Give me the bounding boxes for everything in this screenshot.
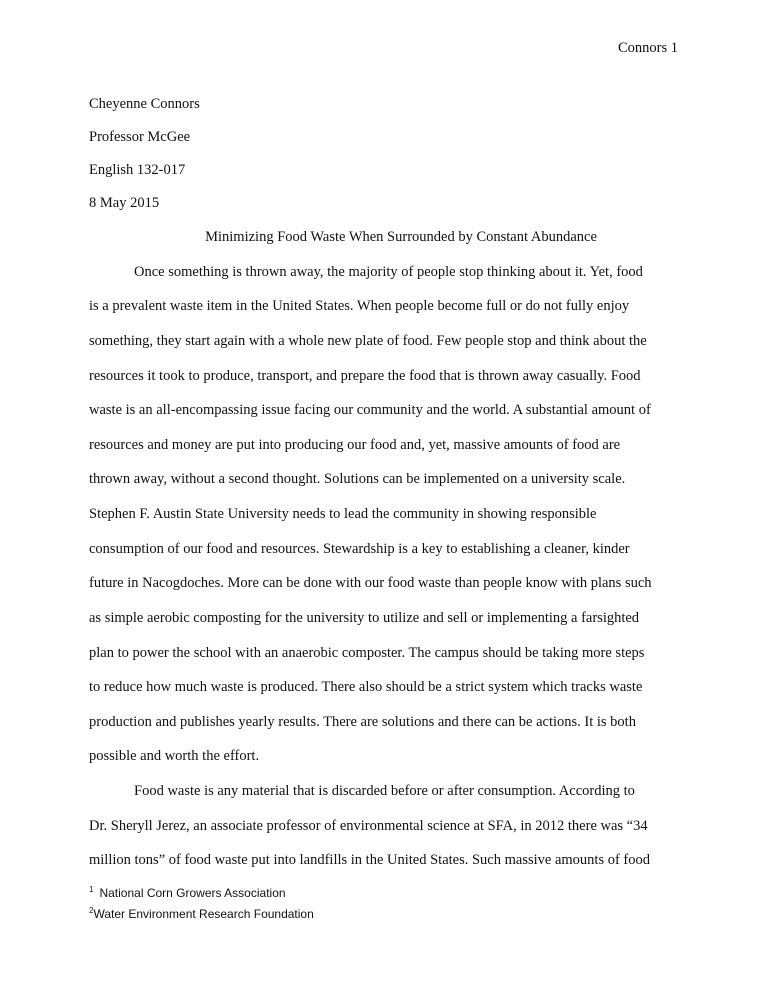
body-line: Once something is thrown away, the majority of people stop thinking about it. Yet, food bbox=[134, 264, 643, 280]
body-line: Dr. Sheryll Jerez, an associate professor of environmental science at SFA, in 2012 there was “34 bbox=[89, 818, 648, 834]
body-line: is a prevalent waste item in the United States. When people become full or do not fully enjoy bbox=[89, 298, 630, 314]
author-name: Cheyenne Connors bbox=[89, 96, 200, 112]
body-line: waste is an all-encompassing issue facing our community and the world. A substantial amount of bbox=[89, 402, 651, 418]
footnote-mark: 1 bbox=[89, 885, 94, 894]
course-name: English 132-017 bbox=[89, 162, 186, 178]
body-line: Food waste is any material that is discarded before or after consumption. According to bbox=[134, 783, 635, 799]
body-line: as simple aerobic composting for the university to utilize and sell or implementing a farsighted bbox=[89, 610, 640, 626]
essay-title: Minimizing Food Waste When Surrounded by Constant Abundance bbox=[205, 229, 597, 245]
body-line: resources and money are put into producing our food and, yet, massive amounts of food are bbox=[89, 437, 621, 453]
body-line: production and publishes yearly results. There are solutions and there can be actions. It is both bbox=[89, 714, 636, 730]
footnote bbox=[89, 902, 314, 923]
footnote-mark: 2 bbox=[89, 906, 94, 915]
footnote bbox=[89, 881, 314, 902]
professor-name: Professor McGee bbox=[89, 129, 191, 145]
running-head: Connors 1 bbox=[617, 40, 678, 56]
body-line: Stephen F. Austin State University needs to lead the community in showing responsible bbox=[89, 506, 597, 522]
body-line: possible and worth the effort. bbox=[89, 748, 260, 764]
body-line: future in Nacogdoches. More can be done with our food waste than people know with plans such bbox=[89, 575, 652, 591]
body-line: consumption of our food and resources. Stewardship is a key to establishing a cleaner, kinder bbox=[89, 541, 630, 557]
footnote-text: National Corn Growers Association bbox=[99, 886, 286, 900]
footnotes bbox=[89, 881, 314, 923]
footnote-text: Water Environment Research Foundation bbox=[93, 907, 314, 921]
body-line: million tons” of food waste put into landfills in the United States. Such massive amounts of food bbox=[89, 852, 651, 868]
essay-date: 8 May 2015 bbox=[89, 195, 160, 211]
body-line: plan to power the school with an anaerobic composter. The campus should be taking more steps bbox=[89, 645, 645, 661]
body-line: to reduce how much waste is produced. There also should be a strict system which tracks waste bbox=[89, 679, 643, 695]
body-line: something, they start again with a whole new plate of food. Few people stop and think about the bbox=[89, 333, 647, 349]
body-line: thrown away, without a second thought. Solutions can be implemented on a university scale. bbox=[89, 471, 626, 487]
body-line: resources it took to produce, transport, and prepare the food that is thrown away casually. Food bbox=[89, 368, 641, 384]
